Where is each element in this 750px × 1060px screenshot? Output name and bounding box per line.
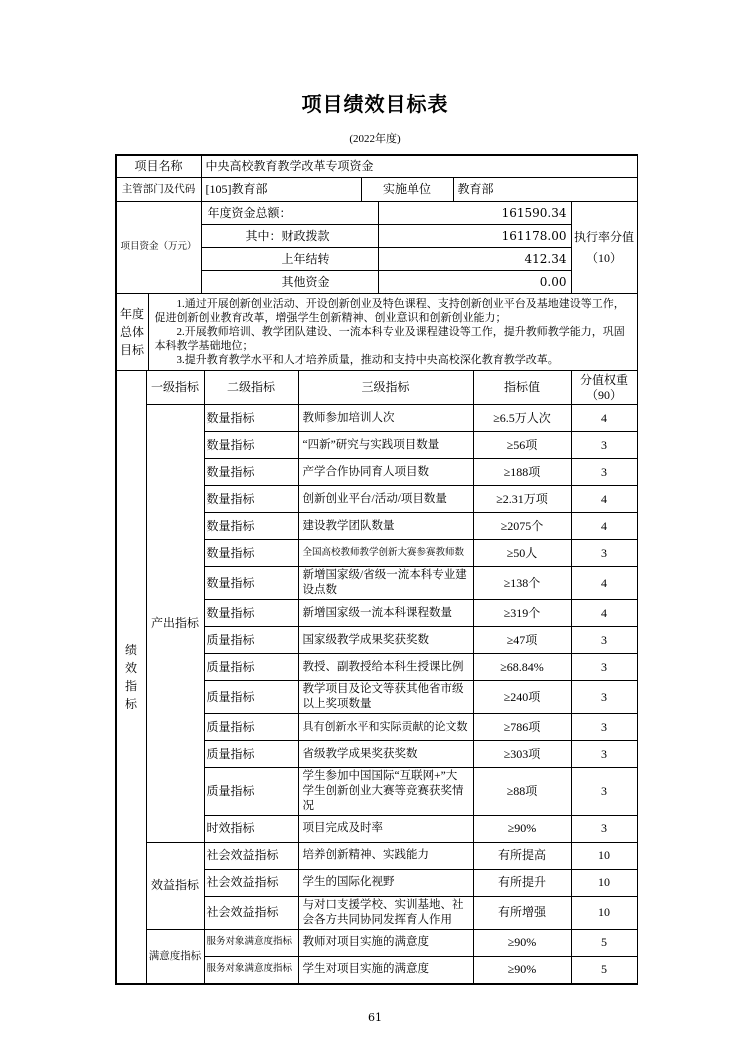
indicator-row bbox=[116, 842, 637, 869]
funding-item-label-other: 其他资金 bbox=[201, 271, 378, 294]
funding-item-label-fiscal: 其中：财政拨款 bbox=[201, 225, 378, 248]
level2-cell: 数量指标 bbox=[204, 600, 298, 627]
level3-cell: 学生的国际化视野 bbox=[298, 869, 473, 896]
weight-cell: 3 bbox=[571, 714, 637, 741]
indicator-value-cell: ≥50人 bbox=[473, 540, 571, 567]
level3-cell: 国家级教学成果奖获奖数 bbox=[298, 627, 473, 654]
indicator-value-cell: ≥2.31万项 bbox=[473, 486, 571, 513]
level3-cell: 建设教学团队数量 bbox=[298, 513, 473, 540]
indicator-value-cell: ≥138个 bbox=[473, 567, 571, 600]
indicator-value-cell: 有所提升 bbox=[473, 869, 571, 896]
funding-section-label: 项目资金（万元） bbox=[116, 202, 201, 294]
goal-item-1: 1.通过开展创新创业活动、开设创新创业及特色课程、支持创新创业平台及基地建设等工作，促进创新创业教育改革，增强学生创新精神、创业意识和创新创业能力； bbox=[154, 298, 625, 325]
level2-cell: 社会效益指标 bbox=[204, 896, 298, 929]
funding-row bbox=[116, 202, 637, 225]
weight-cell: 10 bbox=[571, 869, 637, 896]
goals-label: 年度总体目标 bbox=[116, 294, 148, 371]
level3-cell: 全国高校教师教学创新大赛参赛教师数 bbox=[298, 540, 473, 567]
level3-cell: 项目完成及时率 bbox=[298, 815, 473, 842]
level3-cell: 教师对项目实施的满意度 bbox=[298, 929, 473, 956]
indicator-value-cell: ≥56项 bbox=[473, 432, 571, 459]
department-label: 主管部门及代码 bbox=[116, 178, 201, 202]
indicator-value-cell: ≥90% bbox=[473, 956, 571, 983]
weight-cell: 3 bbox=[571, 432, 637, 459]
indicator-value-cell: ≥786项 bbox=[473, 714, 571, 741]
header-level2: 二级指标 bbox=[204, 371, 298, 405]
weight-cell: 3 bbox=[571, 654, 637, 681]
level2-cell: 质量指标 bbox=[204, 741, 298, 768]
info-table bbox=[116, 155, 638, 202]
goal-item-3: 3.提升教育教学水平和人才培养质量，推动和支持中央高校深化教育教学改革。 bbox=[176, 354, 559, 367]
weight-cell: 10 bbox=[571, 896, 637, 929]
weight-cell: 3 bbox=[571, 768, 637, 816]
department-value: [105]教育部 bbox=[201, 178, 361, 202]
level2-cell: 质量指标 bbox=[204, 627, 298, 654]
level3-cell: 创新创业平台/活动/项目数量 bbox=[298, 486, 473, 513]
weight-cell: 3 bbox=[571, 540, 637, 567]
level3-cell: 培养创新精神、实践能力 bbox=[298, 842, 473, 869]
indicator-value-cell: ≥6.5万人次 bbox=[473, 405, 571, 432]
funding-item-label-carryover: 上年结转 bbox=[201, 248, 378, 271]
indicator-value-cell: ≥319个 bbox=[473, 600, 571, 627]
goal-item-2: 2.开展教师培训、教学团队建设、一流本科专业及课程建设等工作，提升教师教学能力，巩固本科教学基础地位； bbox=[154, 326, 625, 353]
indicator-value-cell: ≥2075个 bbox=[473, 513, 571, 540]
header-level1: 一级指标 bbox=[146, 371, 204, 405]
indicator-value-cell: ≥188项 bbox=[473, 459, 571, 486]
funding-item-value-total: 161590.34 bbox=[378, 202, 571, 225]
indicators-table bbox=[116, 370, 638, 983]
goals-table bbox=[116, 293, 638, 371]
weight-cell: 4 bbox=[571, 600, 637, 627]
indicator-value-cell: ≥88项 bbox=[473, 768, 571, 816]
funding-item-value-fiscal: 161178.00 bbox=[378, 225, 571, 248]
indicator-value-cell: ≥68.84% bbox=[473, 654, 571, 681]
level3-cell: 与对口支援学校、实训基地、社会各方共同协同发挥育人作用 bbox=[298, 896, 473, 929]
weight-cell: 5 bbox=[571, 929, 637, 956]
level2-cell: 质量指标 bbox=[204, 654, 298, 681]
implement-unit-value: 教育部 bbox=[453, 178, 637, 202]
level3-cell: 教学项目及论文等获其他省市级以上奖项数量 bbox=[298, 681, 473, 714]
indicator-value-cell: ≥303项 bbox=[473, 741, 571, 768]
performance-side-label: 绩效指标 bbox=[116, 371, 146, 983]
project-name-value: 中央高校教育教学改革专项资金 bbox=[201, 156, 637, 178]
level2-cell: 质量指标 bbox=[204, 768, 298, 816]
weight-cell: 3 bbox=[571, 627, 637, 654]
page-title: 项目绩效目标表 bbox=[301, 94, 449, 116]
funding-item-value-other: 0.00 bbox=[378, 271, 571, 294]
level3-cell: 产学合作协同育人项目数 bbox=[298, 459, 473, 486]
indicator-value-cell: ≥90% bbox=[473, 929, 571, 956]
page-number: 61 bbox=[368, 1010, 382, 1024]
funding-table bbox=[116, 201, 638, 294]
weight-cell: 5 bbox=[571, 956, 637, 983]
level1-cell: 效益指标 bbox=[146, 842, 204, 929]
level3-cell: 省级教学成果奖获奖数 bbox=[298, 741, 473, 768]
weight-cell: 3 bbox=[571, 459, 637, 486]
indicator-value-cell: 有所提高 bbox=[473, 842, 571, 869]
indicators-header-row bbox=[116, 371, 637, 405]
level2-cell: 质量指标 bbox=[204, 714, 298, 741]
department-row bbox=[116, 178, 637, 202]
level3-cell: 学生对项目实施的满意度 bbox=[298, 956, 473, 983]
level2-cell: 数量指标 bbox=[204, 459, 298, 486]
level2-cell: 社会效益指标 bbox=[204, 869, 298, 896]
weight-cell: 4 bbox=[571, 486, 637, 513]
weight-cell: 3 bbox=[571, 681, 637, 714]
level2-cell: 时效指标 bbox=[204, 815, 298, 842]
header-level3: 三级指标 bbox=[298, 371, 473, 405]
indicator-value-cell: ≥240项 bbox=[473, 681, 571, 714]
level2-cell: 数量指标 bbox=[204, 540, 298, 567]
weight-cell: 3 bbox=[571, 741, 637, 768]
funding-item-label-total: 年度资金总额： bbox=[201, 202, 378, 225]
level3-cell: “四新”研究与实践项目数量 bbox=[298, 432, 473, 459]
header-weight: 分值权重（90） bbox=[571, 371, 637, 405]
implement-unit-label: 实施单位 bbox=[361, 178, 453, 202]
funding-item-value-carryover: 412.34 bbox=[378, 248, 571, 271]
level3-cell: 具有创新水平和实际贡献的论文数 bbox=[298, 714, 473, 741]
level1-cell: 满意度指标 bbox=[146, 929, 204, 983]
level2-cell: 数量指标 bbox=[204, 513, 298, 540]
level2-cell: 数量指标 bbox=[204, 432, 298, 459]
level3-cell: 教师参加培训人次 bbox=[298, 405, 473, 432]
project-name-row bbox=[116, 156, 637, 178]
level1-cell: 产出指标 bbox=[146, 405, 204, 843]
indicator-value-cell: ≥90% bbox=[473, 815, 571, 842]
indicator-row bbox=[116, 929, 637, 956]
indicator-row bbox=[116, 405, 637, 432]
weight-cell: 4 bbox=[571, 513, 637, 540]
level2-cell: 社会效益指标 bbox=[204, 842, 298, 869]
page-subtitle: (2022年度) bbox=[349, 133, 401, 145]
header-indicator-value: 指标值 bbox=[473, 371, 571, 405]
goals-text bbox=[148, 294, 637, 371]
indicator-value-cell: ≥47项 bbox=[473, 627, 571, 654]
goals-row bbox=[116, 294, 637, 371]
performance-form bbox=[115, 154, 638, 985]
level2-cell: 服务对象满意度指标 bbox=[204, 956, 298, 983]
indicators-body bbox=[116, 371, 637, 983]
level3-cell: 新增国家级/省级一流本科专业建设点数 bbox=[298, 567, 473, 600]
project-name-label: 项目名称 bbox=[116, 156, 201, 178]
execution-score-label: 执行率分值（10） bbox=[571, 202, 637, 294]
level3-cell: 学生参加中国国际“互联网+”大学生创新创业大赛等竞赛获奖情况 bbox=[298, 768, 473, 816]
weight-cell: 4 bbox=[571, 405, 637, 432]
weight-cell: 4 bbox=[571, 567, 637, 600]
level2-cell: 质量指标 bbox=[204, 681, 298, 714]
level2-cell: 数量指标 bbox=[204, 567, 298, 600]
weight-cell: 3 bbox=[571, 815, 637, 842]
level3-cell: 新增国家级一流本科课程数量 bbox=[298, 600, 473, 627]
level3-cell: 教授、副教授给本科生授课比例 bbox=[298, 654, 473, 681]
level2-cell: 数量指标 bbox=[204, 405, 298, 432]
indicator-value-cell: 有所增强 bbox=[473, 896, 571, 929]
level2-cell: 服务对象满意度指标 bbox=[204, 929, 298, 956]
level2-cell: 数量指标 bbox=[204, 486, 298, 513]
weight-cell: 10 bbox=[571, 842, 637, 869]
document bbox=[115, 0, 636, 1024]
